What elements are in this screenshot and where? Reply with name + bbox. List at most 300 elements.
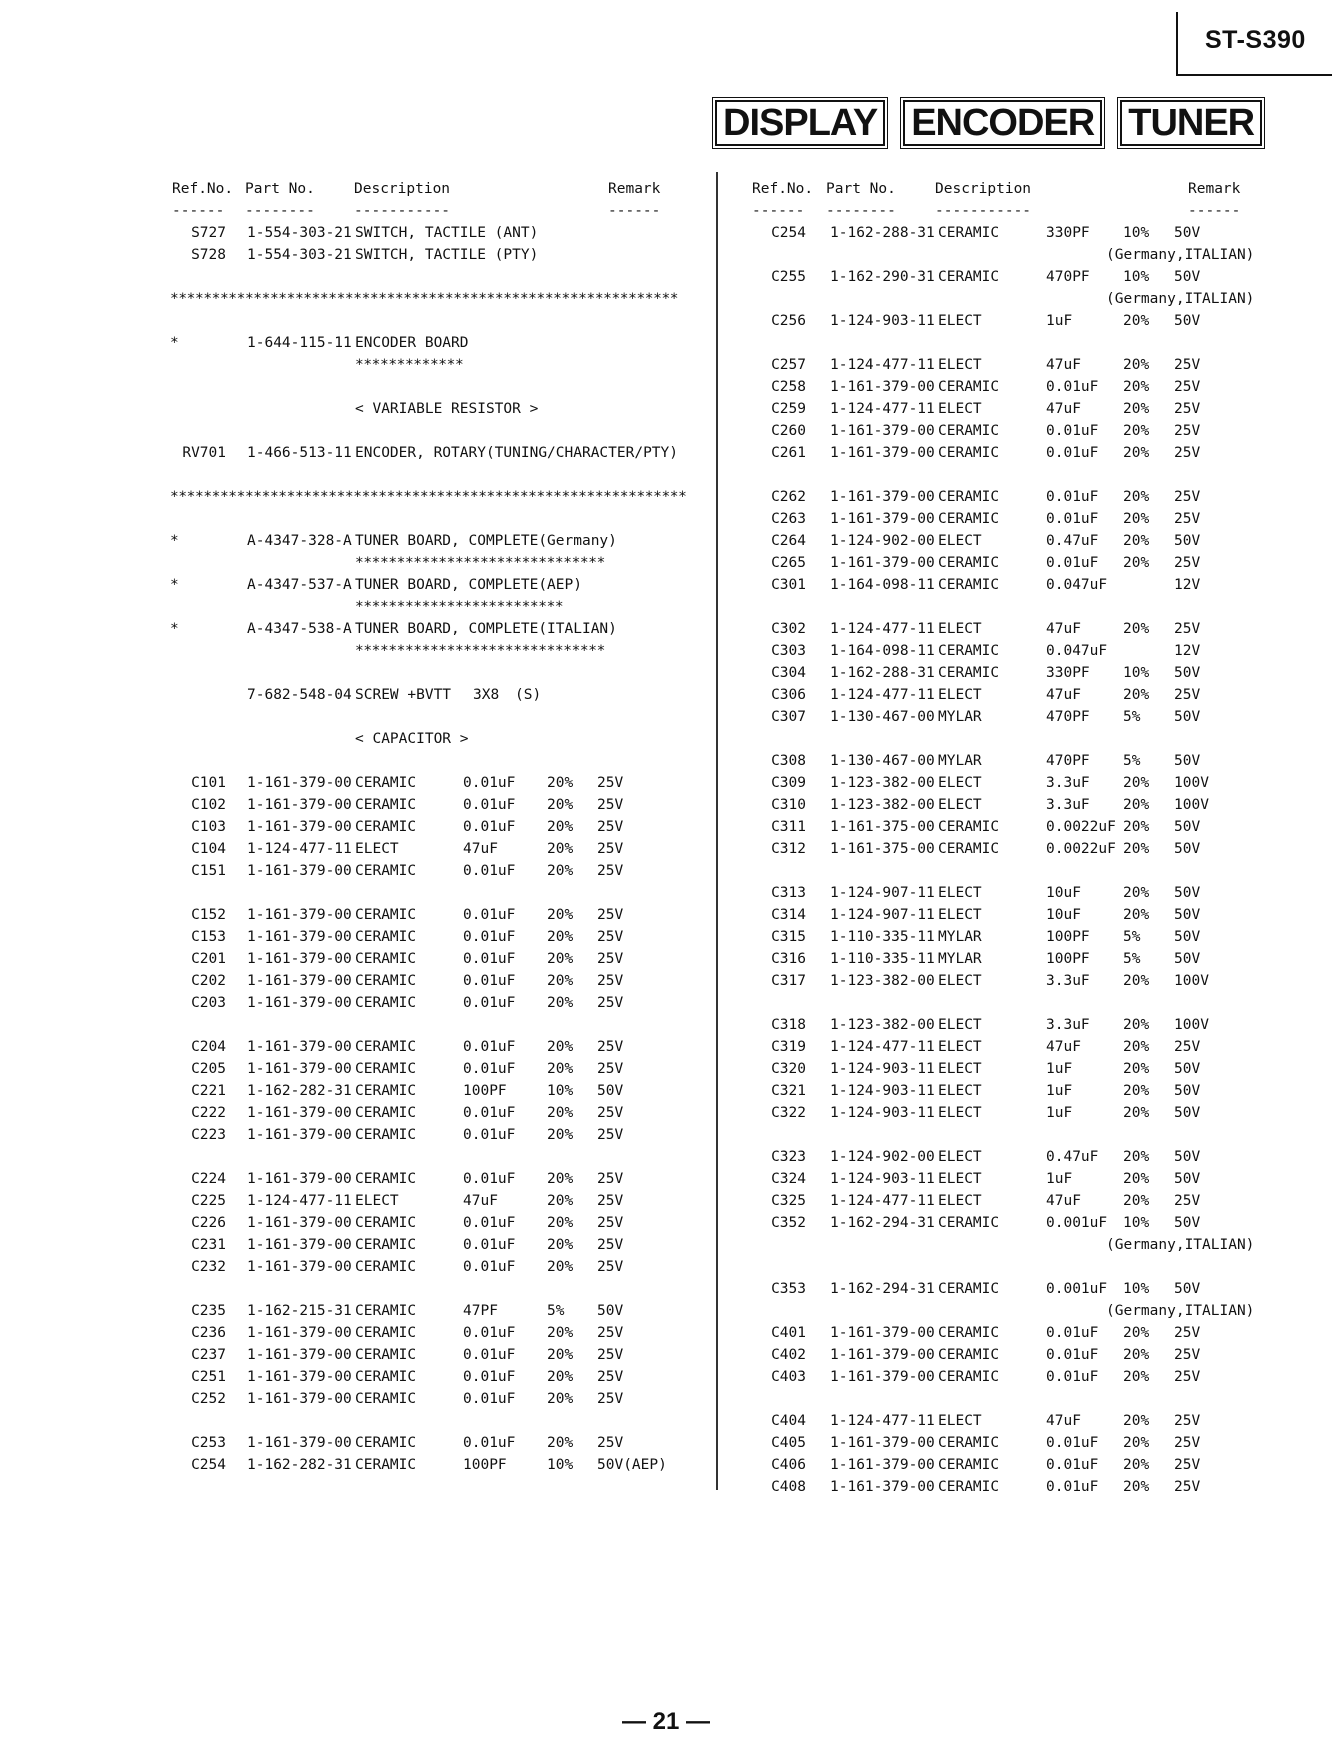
remark-row — [752, 288, 1255, 310]
group-gap — [752, 332, 1252, 354]
description: ELECT — [938, 313, 982, 329]
description: CERAMIC — [355, 1303, 417, 1319]
ref-no: C255 — [771, 269, 806, 285]
voltage: 50V — [1174, 1215, 1201, 1231]
description: CERAMIC — [355, 973, 417, 989]
voltage: 50V — [1174, 1149, 1201, 1165]
tolerance: 20% — [1123, 1413, 1150, 1429]
tolerance: 20% — [1123, 379, 1150, 395]
description: ELECT — [938, 775, 982, 791]
part-row-s727 — [160, 222, 680, 244]
tolerance: 20% — [1123, 1039, 1150, 1055]
part-row — [752, 1190, 1252, 1212]
group-gap — [160, 1146, 680, 1168]
description: ELECT — [938, 797, 982, 813]
tolerance: 20% — [547, 1391, 574, 1407]
tolerance: 20% — [1123, 1105, 1150, 1121]
description: TUNER BOARD, COMPLETE(Germany) — [355, 533, 617, 549]
voltage: 50V — [1174, 885, 1201, 901]
part-no: 1-124-903-11 — [830, 1061, 935, 1077]
part-no: 1-123-382-00 — [830, 797, 935, 813]
value: 47uF — [1046, 1193, 1081, 1209]
part-no: 1-161-379-00 — [247, 1039, 352, 1055]
part-row — [752, 1454, 1252, 1476]
ref-no: C324 — [771, 1171, 806, 1187]
voltage: 100V — [1174, 775, 1209, 791]
voltage: 50V — [597, 1083, 624, 1099]
tolerance: 20% — [1123, 1149, 1150, 1165]
tolerance: 20% — [547, 1259, 574, 1275]
value: 0.047uF — [1046, 643, 1108, 659]
part-no: 1-164-098-11 — [830, 577, 935, 593]
part-no: 1-161-379-00 — [247, 797, 352, 813]
value: 470PF — [1046, 753, 1090, 769]
voltage: 50V — [1174, 819, 1201, 835]
ref-no: C102 — [191, 797, 226, 813]
part-row — [752, 1080, 1252, 1102]
group-gap — [160, 1014, 680, 1036]
description: CERAMIC — [355, 1215, 417, 1231]
voltage: 50V — [1174, 1281, 1201, 1297]
ref-no: C232 — [191, 1259, 226, 1275]
part-row — [160, 992, 680, 1014]
voltage: 25V — [597, 1325, 624, 1341]
voltage: 25V — [1174, 687, 1201, 703]
description: CERAMIC — [938, 1369, 1000, 1385]
voltage: 12V — [1174, 643, 1201, 659]
tolerance: 20% — [547, 951, 574, 967]
tolerance: 20% — [1123, 1017, 1150, 1033]
ref-no: C406 — [771, 1457, 806, 1473]
subsection-title: < CAPACITOR > — [355, 731, 469, 747]
voltage: 50V — [1174, 533, 1201, 549]
voltage: 100V — [1174, 797, 1209, 813]
group-gap — [752, 464, 1252, 486]
part-no: 1-161-379-00 — [247, 973, 352, 989]
value: 0.01uF — [1046, 423, 1099, 439]
encoder-board-row — [160, 332, 680, 354]
part-no: 1-161-379-00 — [830, 1369, 935, 1385]
part-no: 1-124-477-11 — [830, 687, 935, 703]
description: ELECT — [938, 687, 982, 703]
replace-mark: * — [170, 577, 179, 593]
part-row — [752, 486, 1252, 508]
ref-no: C201 — [191, 951, 226, 967]
model-number: ST-S390 — [1205, 26, 1306, 54]
right-column — [752, 178, 1255, 1498]
stars: ************************* — [355, 599, 564, 615]
part-no: 1-161-379-00 — [247, 995, 352, 1011]
part-row — [160, 794, 680, 816]
ref-no: C405 — [771, 1435, 806, 1451]
part-row — [752, 1476, 1252, 1498]
separator-stars — [160, 288, 680, 310]
part-row — [752, 310, 1252, 332]
voltage: 25V — [597, 1391, 624, 1407]
value: 0.0022uF — [1046, 819, 1116, 835]
value: 1uF — [1046, 313, 1073, 329]
description: CERAMIC — [938, 269, 1000, 285]
part-row-rv701 — [160, 442, 680, 464]
voltage: 25V — [597, 1127, 624, 1143]
description: CERAMIC — [355, 1347, 417, 1363]
description: ELECT — [938, 1083, 982, 1099]
part-row — [160, 1058, 680, 1080]
ref-no: C152 — [191, 907, 226, 923]
description: CERAMIC — [355, 1105, 417, 1121]
section-tuner: TUNER — [1120, 100, 1262, 146]
ref-no: C104 — [191, 841, 226, 857]
description: CERAMIC — [938, 1479, 1000, 1495]
replace-mark: * — [170, 621, 179, 637]
part-no: 1-161-379-00 — [830, 1435, 935, 1451]
description: CERAMIC — [938, 1281, 1000, 1297]
description: CERAMIC — [355, 797, 417, 813]
part-row — [752, 1278, 1252, 1300]
part-row — [160, 1322, 680, 1344]
part-no: 1-124-903-11 — [830, 1105, 935, 1121]
voltage: 50V — [1174, 929, 1201, 945]
tolerance: 5% — [1123, 753, 1141, 769]
ref-no: C308 — [771, 753, 806, 769]
part-row — [160, 1234, 680, 1256]
part-row — [752, 706, 1252, 728]
ref-no: C322 — [771, 1105, 806, 1121]
part-row — [160, 904, 680, 926]
stars: ****************************** — [355, 555, 605, 571]
part-no: 1-124-477-11 — [830, 621, 935, 637]
description: CERAMIC — [355, 1127, 417, 1143]
value: 0.01uF — [463, 775, 516, 791]
part-no: A-4347-328-A — [247, 533, 352, 549]
group-gap — [752, 596, 1252, 618]
part-no: 1-162-288-31 — [830, 665, 935, 681]
part-row — [160, 816, 680, 838]
tolerance: 20% — [547, 1237, 574, 1253]
description: MYLAR — [938, 929, 982, 945]
part-no: 1-124-477-11 — [830, 401, 935, 417]
column-header-underline — [160, 200, 680, 222]
voltage: 25V — [1174, 1457, 1201, 1473]
part-row — [160, 970, 680, 992]
part-no: 1-110-335-11 — [830, 929, 935, 945]
part-row — [752, 354, 1252, 376]
ref-no: C151 — [191, 863, 226, 879]
part-no: 1-123-382-00 — [830, 775, 935, 791]
voltage: 50V — [1174, 709, 1201, 725]
value: 10uF — [1046, 885, 1081, 901]
description: SWITCH, TACTILE (ANT) — [355, 225, 539, 241]
voltage: 50V — [1174, 907, 1201, 923]
voltage: 50V — [1174, 1171, 1201, 1187]
part-row — [752, 662, 1252, 684]
ref-no: C402 — [771, 1347, 806, 1363]
header-description-underline: ----------- — [354, 203, 451, 219]
voltage: 25V — [597, 841, 624, 857]
replace-mark: * — [170, 335, 179, 351]
part-no: 1-466-513-11 — [247, 445, 352, 461]
voltage: 50V(AEP) — [597, 1457, 667, 1473]
ref-no: C231 — [191, 1237, 226, 1253]
voltage: 50V — [1174, 753, 1201, 769]
ref-no: C306 — [771, 687, 806, 703]
part-row — [752, 640, 1252, 662]
tolerance: 20% — [547, 1347, 574, 1363]
part-no: 1-162-282-31 — [247, 1457, 352, 1473]
tolerance: 5% — [1123, 951, 1141, 967]
voltage: 25V — [597, 995, 624, 1011]
part-no: 1-124-907-11 — [830, 907, 935, 923]
ref-no: C401 — [771, 1325, 806, 1341]
ref-no: C319 — [771, 1039, 806, 1055]
voltage: 25V — [597, 863, 624, 879]
description: CERAMIC — [355, 1259, 417, 1275]
part-no: 1-124-902-00 — [830, 533, 935, 549]
ref-no: C254 — [771, 225, 806, 241]
voltage: 50V — [1174, 1061, 1201, 1077]
tolerance: 20% — [1123, 1479, 1150, 1495]
part-no: 1-123-382-00 — [830, 1017, 935, 1033]
left-column — [160, 178, 687, 1476]
header-remark: Remark — [1188, 181, 1241, 197]
voltage: 25V — [1174, 1325, 1201, 1341]
ref-no: C103 — [191, 819, 226, 835]
ref-no: C263 — [771, 511, 806, 527]
part-row-s728 — [160, 244, 680, 266]
description: CERAMIC — [355, 929, 417, 945]
part-row — [752, 376, 1252, 398]
separator-text: ************************************************************* — [170, 291, 679, 307]
ref-no: C316 — [771, 951, 806, 967]
value: 0.01uF — [1046, 1479, 1099, 1495]
encoder-board-stars — [160, 354, 680, 376]
value: 0.01uF — [1046, 1435, 1099, 1451]
part-row — [160, 772, 680, 794]
tolerance: 20% — [547, 1435, 574, 1451]
description: CERAMIC — [938, 643, 1000, 659]
tolerance: 10% — [1123, 1215, 1150, 1231]
part-row — [752, 420, 1252, 442]
value: 0.47uF — [1046, 1149, 1099, 1165]
ref-no: C309 — [771, 775, 806, 791]
part-no: 1-161-379-00 — [247, 1105, 352, 1121]
part-no: 1-161-379-00 — [247, 1435, 352, 1451]
tolerance: 20% — [547, 907, 574, 923]
part-row — [752, 508, 1252, 530]
part-no: 1-161-379-00 — [247, 1237, 352, 1253]
part-no: 1-162-282-31 — [247, 1083, 352, 1099]
part-row — [752, 442, 1252, 464]
part-no: 1-124-477-11 — [247, 1193, 352, 1209]
part-row — [752, 684, 1252, 706]
voltage: 25V — [1174, 445, 1201, 461]
description: CERAMIC — [938, 841, 1000, 857]
voltage: 25V — [1174, 621, 1201, 637]
value: 47uF — [463, 841, 498, 857]
value: 0.01uF — [463, 1369, 516, 1385]
description: CERAMIC — [938, 1457, 1000, 1473]
value: 100PF — [463, 1083, 507, 1099]
tolerance: 20% — [1123, 357, 1150, 373]
part-no: 1-161-379-00 — [247, 1259, 352, 1275]
remark-row — [752, 244, 1255, 266]
description: ELECT — [938, 1061, 982, 1077]
part-row — [160, 838, 680, 860]
part-row — [160, 1454, 680, 1476]
value: 0.01uF — [463, 907, 516, 923]
part-no: 1-161-379-00 — [247, 1171, 352, 1187]
voltage: 25V — [597, 1193, 624, 1209]
description: ELECT — [938, 1171, 982, 1187]
value: 3.3uF — [1046, 775, 1090, 791]
description: CERAMIC — [355, 1325, 417, 1341]
tolerance: 20% — [1123, 1083, 1150, 1099]
part-row — [752, 1344, 1252, 1366]
tolerance: 20% — [1123, 533, 1150, 549]
description: CERAMIC — [355, 775, 417, 791]
tolerance: 20% — [547, 1215, 574, 1231]
tolerance: 10% — [1123, 225, 1150, 241]
part-row — [752, 794, 1252, 816]
value: 10uF — [1046, 907, 1081, 923]
ref-no: C261 — [771, 445, 806, 461]
tolerance: 20% — [1123, 1369, 1150, 1385]
tolerance: 20% — [547, 841, 574, 857]
replace-mark: * — [170, 533, 179, 549]
tuner-board-row — [160, 618, 680, 640]
description: CERAMIC — [355, 995, 417, 1011]
ref-no: C101 — [191, 775, 226, 791]
tolerance: 20% — [547, 863, 574, 879]
voltage: 25V — [597, 1435, 624, 1451]
part-no: 1-161-379-00 — [830, 511, 935, 527]
description: ELECT — [938, 357, 982, 373]
header-part-underline: -------- — [826, 203, 896, 219]
tolerance: 20% — [547, 1369, 574, 1385]
part-no: 1-161-379-00 — [247, 1127, 352, 1143]
ref-no: S727 — [191, 225, 226, 241]
value: 0.01uF — [463, 819, 516, 835]
tolerance: 20% — [1123, 1193, 1150, 1209]
voltage: 25V — [597, 1369, 624, 1385]
ref-no: C323 — [771, 1149, 806, 1165]
part-no: 1-554-303-21 — [247, 225, 352, 241]
value: 0.01uF — [463, 1039, 516, 1055]
voltage: 25V — [1174, 379, 1201, 395]
part-no: 1-124-907-11 — [830, 885, 935, 901]
description: CERAMIC — [355, 1457, 417, 1473]
description: CERAMIC — [355, 1171, 417, 1187]
group-gap — [752, 860, 1252, 882]
ref-no: C235 — [191, 1303, 226, 1319]
voltage: 25V — [597, 1215, 624, 1231]
header-description: Description — [935, 181, 1032, 197]
ref-no: C237 — [191, 1347, 226, 1363]
voltage: 25V — [597, 1237, 624, 1253]
remark-row — [752, 1300, 1255, 1322]
header-remark-underline: ------ — [1188, 203, 1241, 219]
part-no: 1-554-303-21 — [247, 247, 352, 263]
ref-no: C408 — [771, 1479, 806, 1495]
separator-text: ************************************************************** — [170, 489, 687, 505]
value: 0.01uF — [463, 1061, 516, 1077]
part-no: 1-162-290-31 — [830, 269, 935, 285]
value: 0.01uF — [1046, 511, 1099, 527]
part-row — [160, 1124, 680, 1146]
tolerance: 10% — [1123, 665, 1150, 681]
group-gap — [752, 1124, 1252, 1146]
part-no: 1-161-375-00 — [830, 841, 935, 857]
voltage: 25V — [1174, 1479, 1201, 1495]
voltage: 25V — [597, 929, 624, 945]
tolerance: 20% — [547, 995, 574, 1011]
value: 0.01uF — [463, 1171, 516, 1187]
part-row — [752, 838, 1252, 860]
part-no: 1-161-379-00 — [247, 951, 352, 967]
ref-no: RV701 — [182, 445, 226, 461]
tolerance: 20% — [1123, 555, 1150, 571]
tolerance: 20% — [1123, 1171, 1150, 1187]
voltage: 25V — [1174, 357, 1201, 373]
ref-no: C226 — [191, 1215, 226, 1231]
voltage: 100V — [1174, 973, 1209, 989]
description: CERAMIC — [938, 577, 1000, 593]
tolerance: 20% — [1123, 1325, 1150, 1341]
ref-no: C325 — [771, 1193, 806, 1209]
description: MYLAR — [938, 709, 982, 725]
tuner-board-row — [160, 530, 680, 552]
tolerance: 20% — [547, 797, 574, 813]
ref-no: C256 — [771, 313, 806, 329]
tolerance: 20% — [547, 973, 574, 989]
description: CERAMIC — [355, 951, 417, 967]
part-row — [752, 1146, 1252, 1168]
header-ref: Ref.No. — [752, 181, 814, 197]
ref-no: C204 — [191, 1039, 226, 1055]
remark: (Germany,ITALIAN) — [1106, 1303, 1255, 1319]
voltage: 25V — [1174, 1039, 1201, 1055]
value: 3.3uF — [1046, 1017, 1090, 1033]
value: 470PF — [1046, 269, 1090, 285]
value: 0.01uF — [463, 973, 516, 989]
ref-no: C205 — [191, 1061, 226, 1077]
part-no: 1-161-379-00 — [247, 929, 352, 945]
value: 0.01uF — [463, 1435, 516, 1451]
value: 3.3uF — [1046, 797, 1090, 813]
voltage: 25V — [1174, 511, 1201, 527]
ref-no: C317 — [771, 973, 806, 989]
tolerance: 20% — [1123, 885, 1150, 901]
part-no: A-4347-537-A — [247, 577, 352, 593]
ref-no: C258 — [771, 379, 806, 395]
value: 0.01uF — [463, 995, 516, 1011]
left-capacitor-list — [160, 772, 680, 1476]
value: 0.01uF — [1046, 445, 1099, 461]
part-row — [752, 222, 1252, 244]
header-ref: Ref.No. — [172, 181, 234, 197]
ref-no: C251 — [191, 1369, 226, 1385]
ref-no: C310 — [771, 797, 806, 813]
tuner-board-stars — [160, 552, 680, 574]
part-no: 1-161-379-00 — [247, 819, 352, 835]
value: 47uF — [1046, 1039, 1081, 1055]
section-encoder: ENCODER — [903, 100, 1102, 146]
part-row — [752, 530, 1252, 552]
part-row — [160, 1102, 680, 1124]
part-row — [752, 1102, 1252, 1124]
description: ELECT — [938, 1105, 982, 1121]
part-no: 1-161-379-00 — [247, 1061, 352, 1077]
